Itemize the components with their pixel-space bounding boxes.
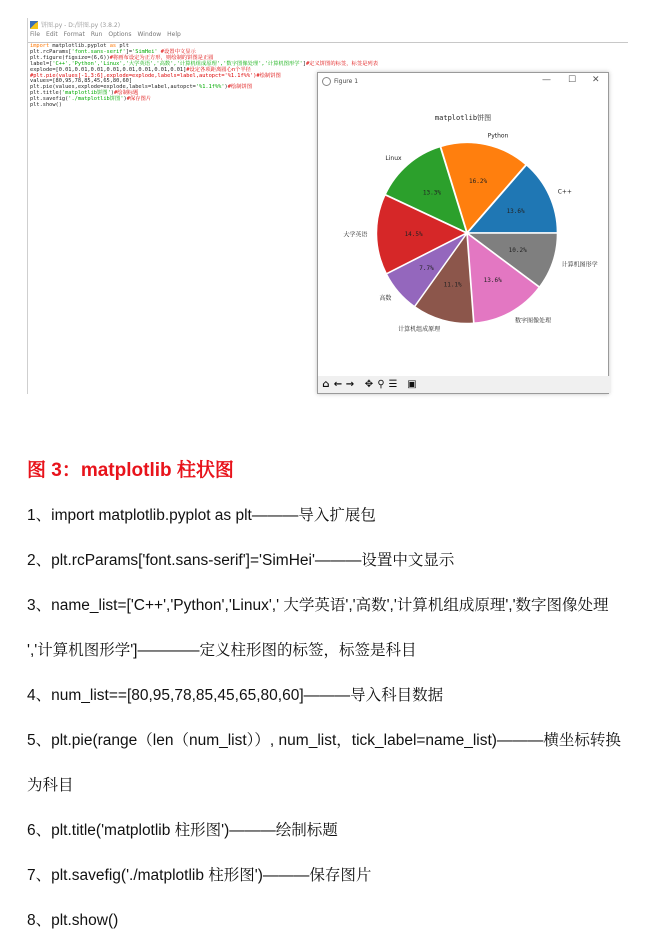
code-text: ]= <box>125 48 133 55</box>
pie-category-label: Python <box>487 132 509 140</box>
code-comment: #绘制标题 <box>113 90 139 97</box>
code-text: matplotlib.pyplot <box>49 43 110 49</box>
menu-edit[interactable]: Edit <box>46 31 58 38</box>
menu-options[interactable]: Options <box>108 31 132 38</box>
code-comment: #plt.pie(values[-1,3:6],explode=explode,labels=label,autopct='%1.1f%%')#绘制饼图 <box>30 72 281 79</box>
code-string: './matplotlib饼图' <box>68 96 124 103</box>
code-comment: #保存图片 <box>126 96 152 103</box>
code-keyword: as <box>109 43 117 49</box>
save-icon[interactable]: ▣ <box>407 379 417 390</box>
back-icon[interactable]: ← <box>333 379 343 390</box>
code-text: ) <box>110 90 114 97</box>
pie-category-label: 计算机图形学 <box>561 261 598 269</box>
code-text: label=[ <box>30 60 53 67</box>
pie-percent-label: 16.2% <box>469 177 488 185</box>
pie-percent-label: 10.2% <box>508 246 527 254</box>
idle-menu-bar <box>28 31 181 42</box>
step-8: 8、plt.show() <box>27 912 119 929</box>
code-string: 'SimHei' <box>132 48 158 55</box>
python-icon <box>30 21 38 29</box>
zoom-icon[interactable]: ⚲ <box>377 379 385 390</box>
pan-icon[interactable]: ✥ <box>364 379 374 390</box>
step-4: 4、num_list==[80,95,78,85,45,65,80,60]———导入科目数据 <box>27 687 444 704</box>
code-comment: #绘制饼图 <box>227 84 253 91</box>
code-text: plt.figure(figsize=(6,6)) <box>30 54 110 61</box>
pie-percent-label: 13.6% <box>506 207 525 215</box>
code-text: plt.title( <box>30 90 62 97</box>
pie-category-label: 计算机组成原理 <box>398 326 441 334</box>
pie-chart <box>318 73 608 376</box>
maximize-button[interactable]: ☐ <box>568 75 577 85</box>
code-string: 'font.sans-serif' <box>71 48 126 55</box>
step-3: 3、name_list=['C++','Python','Linux',' 大学英语','高数','计算机组成原理','数字图像处理 <box>27 597 609 614</box>
step-5: 5、plt.pie(range（len（num_list））, num_list，tick_label=name_list)———横坐标转换 <box>27 732 621 749</box>
pie-category-label: 数字图像处理 <box>514 317 551 325</box>
pie-percent-label: 7.7% <box>419 264 434 272</box>
step-2: 2、plt.rcParams['font.sans-serif']='SimHei'———设置中文显示 <box>27 552 455 569</box>
idle-title: 饼图.py - D:/饼图.py (3.8.2) <box>41 22 121 29</box>
close-button[interactable]: ✕ <box>592 75 600 85</box>
pie-percent-label: 13.6% <box>483 276 502 284</box>
minimize-button[interactable]: — <box>542 75 551 85</box>
section-heading: 图 3：matplotlib 柱状图 <box>27 460 234 481</box>
figure-window <box>317 72 609 394</box>
pie-percent-label: 14.5% <box>404 230 423 238</box>
code-comment: #设置中文显示 <box>157 48 196 55</box>
pie-category-label: 大学英语 <box>343 231 368 239</box>
code-comment: #将画布设定为正方形，则绘制的饼图是正圆 <box>109 54 214 61</box>
code-text: ] <box>302 60 306 67</box>
code-comment: #设定各项距离圆心n个半径 <box>186 66 251 73</box>
menu-file[interactable]: File <box>30 31 41 38</box>
step-6: 6、plt.title('matplotlib 柱形图')———绘制标题 <box>27 822 338 839</box>
code-text: plt.pie(values,explode=explode,labels=label,autopct= <box>30 84 196 91</box>
pie-percent-label: 11.1% <box>443 281 462 289</box>
code-text: plt.show() <box>30 102 62 109</box>
forward-icon[interactable]: → <box>345 379 355 390</box>
step-3-continued: ','计算机图形学']————定义柱形图的标签，标签是科目 <box>27 642 417 659</box>
step-5-continued: 为科目 <box>27 777 74 794</box>
figure-title: Figure 1 <box>334 78 359 85</box>
code-text: ) <box>224 84 228 91</box>
menu-help[interactable]: Help <box>167 31 181 38</box>
menu-format[interactable]: Format <box>63 31 85 38</box>
menu-run[interactable]: Run <box>90 31 103 38</box>
code-string: 'matplotlib饼图' <box>61 90 111 97</box>
code-keyword: import <box>30 43 50 49</box>
code-text: plt <box>116 43 129 49</box>
pie-category-label: Linux <box>385 154 402 162</box>
code-text: values=[80,95,78,85,45,65,80,60] <box>30 78 133 85</box>
code-string: 'C++','Python','Linux','大学英语','高数','计算机组成原理','数字图像处理','计算机图形学' <box>52 60 303 67</box>
pie-percent-label: 13.3% <box>422 189 441 197</box>
code-string: '%1.1f%%' <box>195 84 225 91</box>
idle-title-bar <box>28 18 120 31</box>
code-text: explode=[0.01,0.01,0.01,0.01,0.01,0.01,0.01,0.01] <box>30 66 187 73</box>
step-1: 1、import matplotlib.pyplot as plt———导入扩展包 <box>27 507 376 524</box>
menu-window[interactable]: Window <box>137 31 162 38</box>
pie-category-label: C++ <box>557 188 572 196</box>
code-text: ) <box>123 96 127 103</box>
chart-title: matplotlib饼图 <box>434 114 492 122</box>
home-icon[interactable]: ⌂ <box>322 379 330 390</box>
figure-toolbar <box>318 376 611 393</box>
code-comment: #定义饼图的标签，标签是列表 <box>305 60 379 67</box>
pie-category-label: 高数 <box>379 295 392 303</box>
step-7: 7、plt.savefig('./matplotlib 柱形图')———保存图片 <box>27 867 372 884</box>
code-text: plt.rcParams[ <box>30 48 72 55</box>
configure-icon[interactable]: ☰ <box>388 379 398 390</box>
code-text: plt.savefig( <box>30 96 69 103</box>
